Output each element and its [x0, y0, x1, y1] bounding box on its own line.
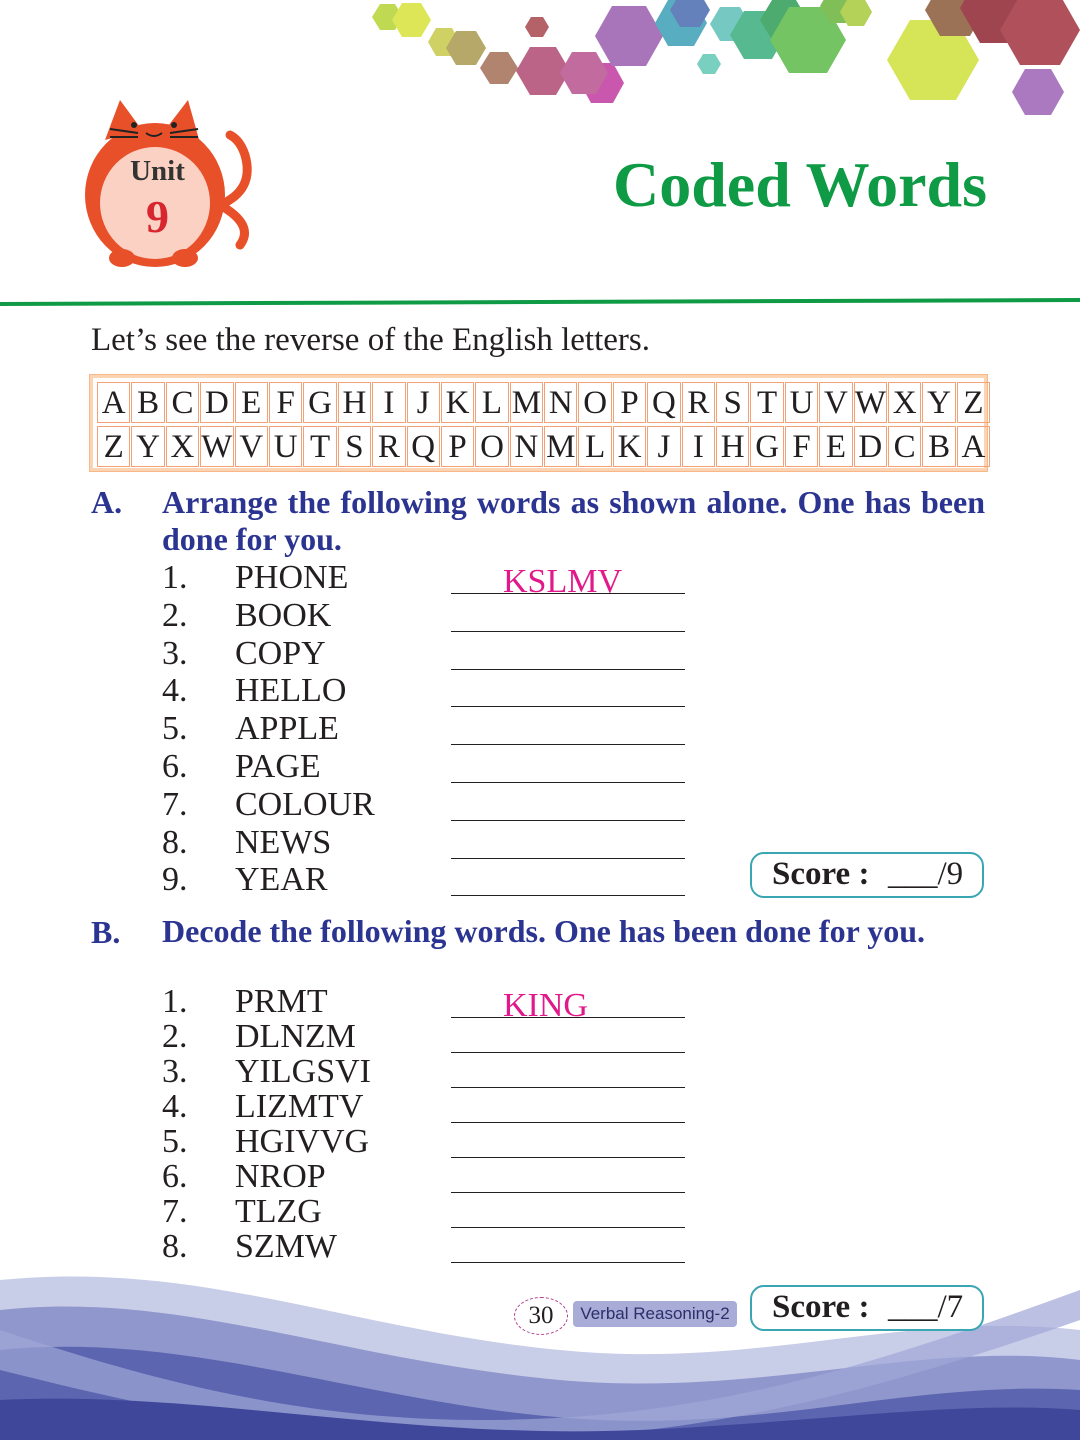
page-title: Coded Words	[612, 149, 987, 220]
question-word: TLZG	[235, 1193, 322, 1230]
alphabet-cell: G	[750, 426, 783, 467]
alphabet-cell: Z	[97, 426, 130, 467]
question-word: PHONE	[235, 559, 349, 596]
alphabet-cell: O	[475, 426, 508, 467]
question-number: 4.	[162, 1088, 188, 1125]
question-word: YILGSVI	[235, 1053, 371, 1090]
question-number: 6.	[162, 1158, 188, 1195]
question-item	[162, 597, 702, 635]
alphabet-cell: Q	[647, 382, 680, 423]
score-label: Score :	[772, 1289, 870, 1325]
alphabet-cell: Q	[407, 426, 440, 467]
score-blank: ___/9	[888, 856, 964, 892]
alphabet-table	[90, 375, 987, 471]
alphabet-cell: Y	[922, 382, 955, 423]
alphabet-cell: R	[372, 426, 405, 467]
alphabet-cell: C	[888, 426, 921, 467]
alphabet-cell: Y	[131, 426, 164, 467]
question-number: 7.	[162, 785, 188, 823]
question-word: COPY	[235, 634, 326, 672]
page-number: 30	[514, 1297, 568, 1335]
question-number: 9.	[162, 861, 188, 899]
alphabet-cell: E	[235, 382, 268, 423]
score-blank: ___/7	[888, 1289, 964, 1325]
answer-blank[interactable]	[451, 1193, 685, 1228]
alphabet-cell: L	[475, 382, 508, 423]
answer-blank[interactable]	[451, 1123, 685, 1158]
alphabet-cell: H	[716, 426, 749, 467]
alphabet-cell: L	[578, 426, 611, 467]
alphabet-cell: P	[441, 426, 474, 467]
question-item	[162, 861, 702, 899]
alphabet-cell: P	[613, 382, 646, 423]
alphabet-cell: I	[372, 382, 405, 423]
alphabet-cell: F	[269, 382, 302, 423]
question-item	[162, 1158, 702, 1196]
question-number: 7.	[162, 1193, 188, 1230]
question-number: 5.	[162, 710, 188, 748]
question-item	[162, 1228, 702, 1266]
alphabet-row-reverse	[97, 426, 991, 467]
alphabet-cell: A	[957, 426, 990, 467]
question-item	[162, 1018, 702, 1056]
alphabet-cell: U	[269, 426, 302, 467]
question-item	[162, 786, 702, 824]
alphabet-cell: W	[200, 426, 233, 467]
question-number: 5.	[162, 1123, 188, 1160]
section-b-score-box	[750, 1285, 984, 1331]
question-number: 3.	[162, 634, 188, 672]
alphabet-cell: X	[888, 382, 921, 423]
question-word: YEAR	[235, 861, 328, 899]
question-number: 2.	[162, 1018, 188, 1055]
question-word: COLOUR	[235, 785, 375, 823]
alphabet-cell: X	[166, 426, 199, 467]
answer-blank[interactable]	[451, 1053, 685, 1088]
score-label: Score :	[772, 856, 870, 892]
section-a-instruction: Arrange the following words as shown alone. One has been done for you.	[162, 484, 985, 557]
answer-text: KING	[503, 987, 588, 1024]
question-item	[162, 1123, 702, 1161]
answer-blank[interactable]	[451, 1018, 685, 1053]
question-item	[162, 1193, 702, 1231]
section-a-score-box	[750, 852, 984, 898]
question-word: NROP	[235, 1158, 326, 1195]
question-word: HELLO	[235, 672, 347, 710]
question-number: 4.	[162, 672, 188, 710]
alphabet-cell: C	[166, 382, 199, 423]
answer-blank[interactable]	[451, 748, 685, 783]
question-item	[162, 983, 702, 1024]
answer-blank[interactable]	[451, 1228, 685, 1263]
alphabet-row-forward	[97, 382, 991, 423]
answer-blank[interactable]	[451, 1088, 685, 1123]
book-name-tag: Verbal Reasoning-2	[573, 1301, 737, 1327]
question-word: HGIVVG	[235, 1123, 370, 1160]
alphabet-cell: B	[131, 382, 164, 423]
alphabet-cell: D	[854, 426, 887, 467]
alphabet-cell: U	[785, 382, 818, 423]
question-word: DLNZM	[235, 1018, 356, 1055]
alphabet-cell: M	[544, 426, 577, 467]
question-word: SZMW	[235, 1228, 337, 1265]
question-word: LIZMTV	[235, 1088, 364, 1125]
answer-blank[interactable]	[451, 1158, 685, 1193]
section-b-letter: B.	[91, 914, 121, 950]
answer-text: KSLMV	[503, 563, 623, 600]
unit-label: Unit	[130, 155, 185, 187]
section-a-letter: A.	[91, 484, 123, 520]
alphabet-cell: I	[682, 426, 715, 467]
alphabet-cell: K	[613, 426, 646, 467]
question-item	[162, 1088, 702, 1126]
title-divider	[0, 296, 1080, 306]
question-number: 1.	[162, 983, 188, 1020]
answer-blank[interactable]	[451, 597, 685, 632]
alphabet-cell: N	[510, 426, 543, 467]
answer-blank[interactable]	[451, 824, 685, 859]
question-word: NEWS	[235, 823, 332, 861]
question-item	[162, 559, 702, 600]
alphabet-cell: V	[819, 382, 852, 423]
question-number: 6.	[162, 748, 188, 785]
alphabet-cell: J	[407, 382, 440, 423]
question-word: PRMT	[235, 983, 328, 1020]
alphabet-cell: G	[303, 382, 336, 423]
question-item	[162, 1053, 702, 1091]
answer-blank[interactable]	[451, 635, 685, 670]
alphabet-cell: T	[750, 382, 783, 423]
alphabet-cell: F	[785, 426, 818, 467]
alphabet-cell: M	[510, 382, 543, 423]
question-number: 8.	[162, 1228, 188, 1265]
alphabet-cell: R	[682, 382, 715, 423]
section-b-instruction: Decode the following words. One has been done for you.	[162, 913, 925, 949]
answer-blank[interactable]	[451, 861, 685, 896]
alphabet-cell: A	[97, 382, 130, 423]
alphabet-cell: V	[235, 426, 268, 467]
alphabet-cell: E	[819, 426, 852, 467]
answer-blank[interactable]	[451, 786, 685, 821]
alphabet-cell: H	[338, 382, 371, 423]
question-number: 2.	[162, 596, 188, 634]
question-item	[162, 672, 702, 710]
answer-blank[interactable]	[451, 672, 685, 707]
answer-blank[interactable]	[451, 710, 685, 745]
unit-number: 9	[146, 191, 169, 242]
question-word: PAGE	[235, 748, 321, 785]
alphabet-cell: D	[200, 382, 233, 423]
alphabet-cell: J	[647, 426, 680, 467]
alphabet-cell: B	[922, 426, 955, 467]
alphabet-cell: W	[854, 382, 887, 423]
question-number: 1.	[162, 559, 188, 596]
alphabet-cell: N	[544, 382, 577, 423]
alphabet-cell: S	[338, 426, 371, 467]
question-item	[162, 824, 702, 862]
question-word: BOOK	[235, 596, 332, 634]
question-item	[162, 635, 702, 673]
question-number: 8.	[162, 823, 188, 861]
alphabet-cell: T	[303, 426, 336, 467]
question-number: 3.	[162, 1053, 188, 1090]
alphabet-cell: S	[716, 382, 749, 423]
question-item	[162, 748, 702, 786]
question-item	[162, 710, 702, 748]
alphabet-cell: Z	[957, 382, 990, 423]
intro-text: Let’s see the reverse of the English letters.	[91, 322, 650, 358]
question-word: APPLE	[235, 710, 339, 748]
alphabet-cell: O	[578, 382, 611, 423]
alphabet-cell: K	[441, 382, 474, 423]
